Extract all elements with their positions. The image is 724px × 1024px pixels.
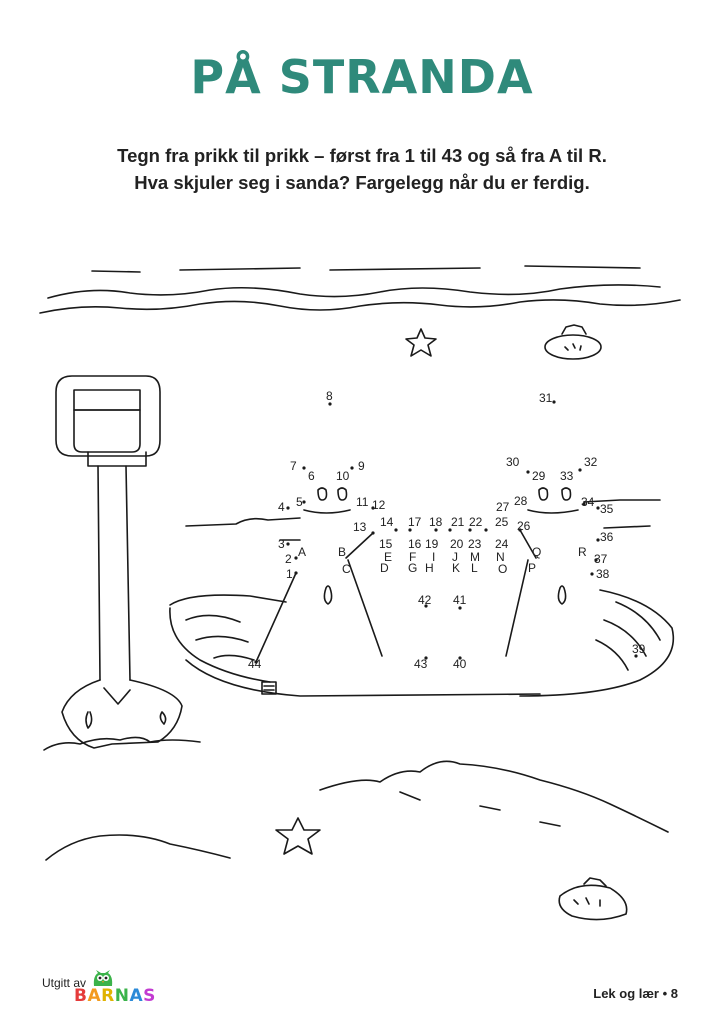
dot-label: 12 — [372, 498, 386, 512]
dot-label: 3 — [278, 537, 285, 551]
starfish-bottom — [276, 818, 320, 854]
dot-label: 13 — [353, 520, 367, 534]
dot-label: A — [298, 545, 307, 559]
page-title: PÅ STRANDA — [190, 50, 534, 104]
dot-label: L — [471, 561, 478, 575]
dot-label: B — [338, 545, 347, 559]
dot-label: P — [528, 561, 537, 575]
dot-label: E — [384, 550, 393, 564]
dot-label: 22 — [469, 515, 483, 529]
dot-label: 30 — [506, 455, 520, 469]
dot-label: N — [496, 550, 505, 564]
dot-label: 8 — [326, 389, 333, 403]
dot-label: 15 — [379, 537, 393, 551]
dot-label: R — [578, 545, 587, 559]
shell-top — [545, 325, 601, 359]
dot-label: 20 — [450, 537, 464, 551]
brand-letter: A — [87, 986, 102, 1006]
dot-label: G — [408, 561, 418, 575]
brand-letter: B — [74, 986, 88, 1006]
instruction-line-1: Tegn fra prikk til prikk – først fra 1 til 43 og så fra A til R. — [117, 145, 607, 166]
dot-label: 24 — [495, 537, 509, 551]
dot-label: 31 — [539, 391, 553, 405]
dot-label: 35 — [600, 502, 614, 516]
dot-label: 38 — [596, 567, 610, 581]
dot-label: 37 — [594, 552, 608, 566]
dot-label: 42 — [418, 593, 432, 607]
dot-label: 9 — [358, 459, 365, 473]
dot-label: 23 — [468, 537, 482, 551]
dot-letter-labels — [298, 545, 587, 576]
dot-label: 27 — [496, 500, 510, 514]
dot-label: 10 — [336, 469, 350, 483]
dot-label: 6 — [308, 469, 315, 483]
dot-label: F — [409, 550, 417, 564]
brand-logo — [74, 986, 156, 1006]
published-by-label: Utgitt av — [42, 976, 87, 990]
dot-label: 33 — [560, 469, 574, 483]
dot-label: 19 — [425, 537, 439, 551]
dot-label: 2 — [285, 552, 292, 566]
dot-label: C — [342, 562, 351, 576]
dot-label: 39 — [632, 642, 646, 656]
dot-label: K — [452, 561, 461, 575]
dot-label: 17 — [408, 515, 422, 529]
dot-label: 11 — [356, 495, 369, 509]
dot-label: J — [452, 550, 458, 564]
shovel — [56, 376, 182, 748]
dot-label: 32 — [584, 455, 598, 469]
sea-waves — [40, 266, 680, 313]
dot-label: M — [470, 550, 480, 564]
dot-label: 28 — [514, 494, 528, 508]
dot-label: 41 — [453, 593, 467, 607]
brand-letter: S — [143, 986, 156, 1006]
dot-label: H — [425, 561, 434, 575]
dot-label: 34 — [581, 495, 595, 509]
dot-label: 16 — [408, 537, 422, 551]
dot-label: Q — [532, 545, 542, 559]
dot-label: 5 — [296, 495, 303, 509]
dot-label: 36 — [600, 530, 614, 544]
dot-label: 29 — [532, 469, 546, 483]
dot-label: 4 — [278, 500, 285, 514]
dot-label: 25 — [495, 515, 509, 529]
brand-letter: A — [129, 986, 144, 1006]
dot-label: O — [498, 562, 508, 576]
dot-label: 21 — [451, 515, 465, 529]
dot-label: 18 — [429, 515, 443, 529]
dot-label: 1 — [286, 567, 293, 581]
dot-label: 40 — [453, 657, 467, 671]
dot-label: 14 — [380, 515, 394, 529]
dot-label: 44 — [248, 657, 262, 671]
instruction-line-2: Hva skjuler seg i sanda? Fargelegg når du er ferdig. — [134, 172, 590, 193]
dot-label: 7 — [290, 459, 297, 473]
starfish-top — [406, 329, 436, 356]
shell-bottom — [559, 878, 626, 920]
sand-dunes — [46, 761, 668, 860]
dot-label: D — [380, 561, 389, 575]
dot-label: I — [432, 550, 436, 564]
dot-label: 26 — [517, 519, 531, 533]
dot-label: 43 — [414, 657, 428, 671]
page-number-label: Lek og lær • 8 — [593, 986, 678, 1001]
brand-letter: R — [101, 986, 115, 1006]
dots — [254, 400, 637, 663]
dot-number-labels — [248, 389, 646, 671]
brand-letter: N — [114, 986, 130, 1006]
